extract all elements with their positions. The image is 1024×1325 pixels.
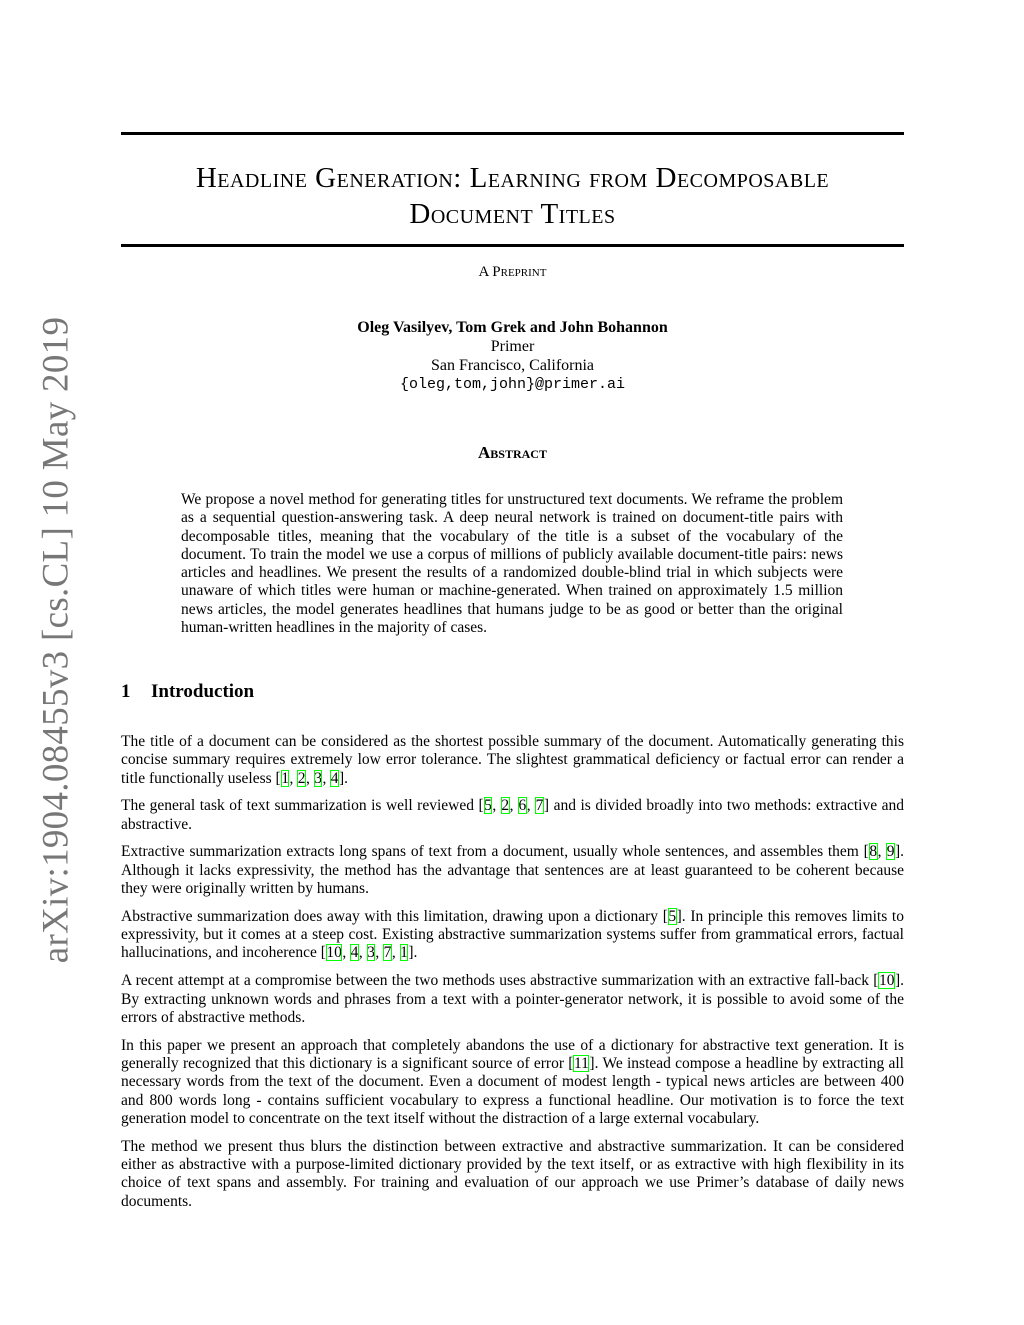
arxiv-sidebar-stamp: arXiv:1904.08455v3 [cs.CL] 10 May 2019 bbox=[35, 316, 77, 964]
paragraph-text: . Although it lacks expressivity, the method has the advantage that sentences are at least guaranteed to be coherent because they were originally written by humans. bbox=[121, 843, 905, 898]
body-paragraph bbox=[121, 843, 904, 898]
paragraph-text: A recent attempt at a compromise between the two methods uses abstractive summarization with an extractive fall-back bbox=[121, 972, 874, 990]
citation-link[interactable]: 11 bbox=[573, 1054, 589, 1072]
paragraph-text: and is divided broadly into two methods: extractive and abstractive. bbox=[121, 797, 905, 833]
citation-group: [10] bbox=[873, 972, 901, 990]
paragraph-text: The general task of text summarization is well reviewed bbox=[121, 797, 479, 815]
body-paragraph bbox=[121, 908, 904, 963]
paragraph-text: In this paper we present an approach that completely abandons the use of a dictionary for abstractive text generation. It is generally recognized that this dictionary is a significant source of error bbox=[121, 1036, 904, 1072]
citation-link[interactable]: 6 bbox=[518, 797, 527, 815]
citation-link[interactable]: 1 bbox=[400, 944, 408, 962]
abstract-text: We propose a novel method for generating titles for unstructured text documents. We reframe the problem as a sequential question-answering task. A deep neural network is trained on document-title pairs with decomposable titles, meaning that the vocabulary of the title is a subset of the vocabulary of the document. To train the model we use a corpus of millions of publicly available document-title pairs: news articles and headlines. We present the results of a randomized double-blind trial in which subjects were unaware of which titles were human or machine-generated. When trained on approximately 1.5 million news articles, the model generates headlines that humans judge to be as good or better than the original human-written headlines in the majority of cases. bbox=[181, 491, 843, 637]
citation-link[interactable]: 2 bbox=[501, 797, 510, 815]
author-email: {oleg,tom,john}@primer.ai bbox=[399, 376, 626, 393]
paragraph-text: . By extracting unknown words and phrases from a text with a pointer-generator network, it is possible to avoid some of the errors of abstractive methods. bbox=[121, 972, 904, 1026]
citation-link[interactable]: 7 bbox=[535, 797, 544, 815]
preprint-label: A Preprint bbox=[478, 264, 547, 280]
citation-link[interactable]: 3 bbox=[314, 769, 322, 787]
section-heading bbox=[121, 681, 254, 703]
paragraph-text: . bbox=[413, 944, 418, 962]
citation-group: [8, 9] bbox=[863, 843, 901, 861]
citation-link[interactable]: 7 bbox=[383, 944, 392, 962]
paragraph-text: . In principle this removes limits to expressivity, but it comes at a steep cost. Existing abstractive summarization systems suffer from grammatical errors, factual hallucinations, and incoherence bbox=[121, 907, 904, 962]
citation-link[interactable]: 9 bbox=[886, 843, 895, 861]
body-paragraph bbox=[121, 1037, 904, 1128]
body-text bbox=[121, 733, 904, 1220]
citation-link[interactable]: 10 bbox=[326, 944, 342, 962]
citation-link[interactable]: 2 bbox=[297, 769, 306, 787]
citation-link[interactable]: 5 bbox=[668, 907, 677, 925]
title-line-1: Headline Generation: Learning from Decomposable bbox=[195, 162, 830, 194]
body-paragraph bbox=[121, 1138, 904, 1211]
paragraph-text: . We instead compose a headline by extracting all necessary words from the text of the document. Even a document of modest length - typical news articles are between 400 and 800 words long - contains sufficient vocabulary to express a functional headline. Our motivation is to force the text generation model to concentrate on the text itself without the distraction of a large external vocabulary. bbox=[121, 1054, 904, 1127]
citation-link[interactable]: 3 bbox=[367, 944, 375, 962]
section-number: 1 bbox=[121, 681, 131, 702]
citation-group: [5, 2, 6, 7] bbox=[478, 797, 550, 815]
citation-group: [11] bbox=[568, 1054, 595, 1072]
body-paragraph bbox=[121, 797, 904, 834]
paragraph-text: Extractive summarization extracts long spans of text from a document, usually whole sentences, and assembles them bbox=[121, 843, 864, 861]
citation-link[interactable]: 5 bbox=[484, 797, 492, 815]
author-location: San Francisco, California bbox=[430, 357, 595, 374]
paragraph-text: Abstractive summarization does away with this limitation, drawing upon a dictionary bbox=[121, 907, 663, 925]
abstract-heading: Abstract bbox=[478, 443, 547, 462]
body-paragraph bbox=[121, 733, 904, 788]
paper-title bbox=[121, 160, 904, 232]
paragraph-text: The title of a document can be considered as the shortest possible summary of the document. Automatically generating this concise summary requires extremely low error tolerance. The slightest grammatical deficiency or factual error can render a title functionally useless bbox=[121, 733, 904, 787]
title-top-rule bbox=[121, 132, 904, 135]
citation-group: [1, 2, 3, 4] bbox=[275, 769, 345, 787]
citation-link[interactable]: 10 bbox=[878, 972, 895, 990]
paragraph-text: The method we present thus blurs the distinction between extractive and abstractive summarization. It can be considered either as abstractive with a purpose-limited dictionary provided by the text itself, or as extractive with high flexibility in its choice of text spans and assembly. For training and evaluation of our approach we use Primer’s database of daily news documents. bbox=[121, 1137, 904, 1210]
citation-link[interactable]: 4 bbox=[350, 944, 359, 962]
paragraph-text: . bbox=[344, 769, 349, 787]
body-paragraph bbox=[121, 972, 904, 1027]
author-names: Oleg Vasilyev, Tom Grek and John Bohannon bbox=[357, 319, 668, 336]
citation-group: [5] bbox=[662, 907, 682, 925]
author-block bbox=[121, 318, 904, 394]
section-title: Introduction bbox=[151, 681, 255, 702]
citation-link[interactable]: 8 bbox=[869, 843, 878, 861]
citation-link[interactable]: 4 bbox=[330, 769, 339, 787]
citation-link[interactable]: 1 bbox=[281, 769, 289, 787]
author-affiliation: Primer bbox=[490, 338, 535, 355]
title-line-2: Document Titles bbox=[409, 198, 616, 230]
citation-group: [10, 4, 3, 7, 1] bbox=[320, 944, 414, 962]
title-bottom-rule bbox=[121, 244, 904, 247]
